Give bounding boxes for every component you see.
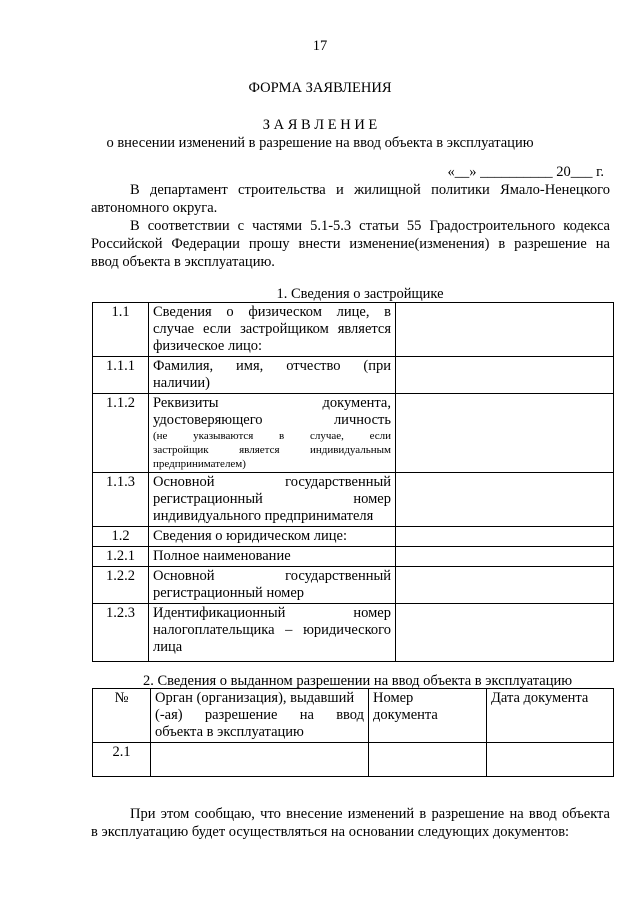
table-header-row — [93, 689, 614, 743]
table-row — [93, 527, 614, 547]
request-line1: В соответствии с частями 5.1-5.3 статьи 55 Градостроительного кодекса — [130, 218, 610, 234]
row-number: 1.1.1 — [93, 357, 149, 394]
value-cell[interactable] — [487, 743, 614, 777]
row-number: 1.1.3 — [93, 473, 149, 527]
column-header-document-date: Дата документа — [487, 689, 614, 743]
date-line: «__» __________ 20___ г. — [447, 164, 604, 180]
row-label: Основной государственный регистрационный номер — [149, 567, 396, 604]
request-line3: ввод объекта в эксплуатацию. — [91, 254, 275, 270]
row-number: 1.2.1 — [93, 547, 149, 567]
table-row — [93, 604, 614, 662]
table-row — [93, 547, 614, 567]
document-heading: З А Я В Л Е Н И Е — [262, 117, 378, 133]
row-label: Сведения о физическом лице, в случае если застройщиком является физическое лицо: — [149, 303, 396, 357]
column-header-document-number: Номер документа — [369, 689, 487, 743]
row-label: Сведения о юридическом лице: — [149, 527, 396, 547]
addressee-line1: В департамент строительства и жилищной политики Ямало-Ненецкого — [130, 182, 610, 198]
request-line2: Российской Федерации прошу внести изменение(изменения) в разрешение на — [91, 236, 610, 252]
developer-table — [92, 302, 614, 662]
row-number: 1.1 — [93, 303, 149, 357]
value-cell[interactable] — [396, 604, 614, 662]
row-number: 1.2 — [93, 527, 149, 547]
value-cell[interactable] — [396, 547, 614, 567]
row-label: Основной государственный регистрационный номер индивидуального предпринимателя — [149, 473, 396, 527]
row-number: 2.1 — [93, 743, 151, 777]
table-row — [93, 357, 614, 394]
section1-title: 1. Сведения о застройщике — [276, 286, 444, 302]
column-header-number: № — [93, 689, 151, 743]
row-label: Полное наименование — [149, 547, 396, 567]
row-number: 1.2.3 — [93, 604, 149, 662]
permit-table — [92, 688, 614, 777]
value-cell[interactable] — [396, 357, 614, 394]
closing-line1: При этом сообщаю, что внесение изменений в разрешение на ввод объекта — [130, 806, 610, 822]
value-cell[interactable] — [396, 394, 614, 473]
value-cell[interactable] — [396, 473, 614, 527]
column-header-authority: Орган (организация), выдавший (-ая) разрешение на ввод объекта в эксплуатацию — [151, 689, 369, 743]
table-row — [93, 473, 614, 527]
closing-line2: в эксплуатацию будет осуществляться на основании следующих документов: — [91, 824, 570, 840]
document-subheading: о внесении изменений в разрешение на ввод объекта в эксплуатацию — [106, 135, 534, 151]
table-row — [93, 743, 614, 777]
addressee-line2: автономного округа. — [91, 200, 218, 216]
value-cell[interactable] — [151, 743, 369, 777]
value-cell[interactable] — [396, 527, 614, 547]
row-label: Идентификационный номер налогоплательщика – юридического лица — [149, 604, 396, 662]
value-cell[interactable] — [396, 303, 614, 357]
table-row — [93, 303, 614, 357]
value-cell[interactable] — [369, 743, 487, 777]
row-number: 1.1.2 — [93, 394, 149, 473]
row-number: 1.2.2 — [93, 567, 149, 604]
table-row — [93, 394, 614, 473]
row-label: Реквизиты документа, удостоверяющего личность (не указываются в случае, если застройщик является индивидуальным предпринимателем) — [149, 394, 396, 473]
table-row — [93, 567, 614, 604]
form-title: ФОРМА ЗАЯВЛЕНИЯ — [248, 80, 392, 96]
value-cell[interactable] — [396, 567, 614, 604]
page-number: 17 — [312, 38, 328, 54]
section2-title: 2. Сведения о выданном разрешении на ввод объекта в эксплуатацию — [142, 673, 573, 689]
row-label: Фамилия, имя, отчество (при наличии) — [149, 357, 396, 394]
